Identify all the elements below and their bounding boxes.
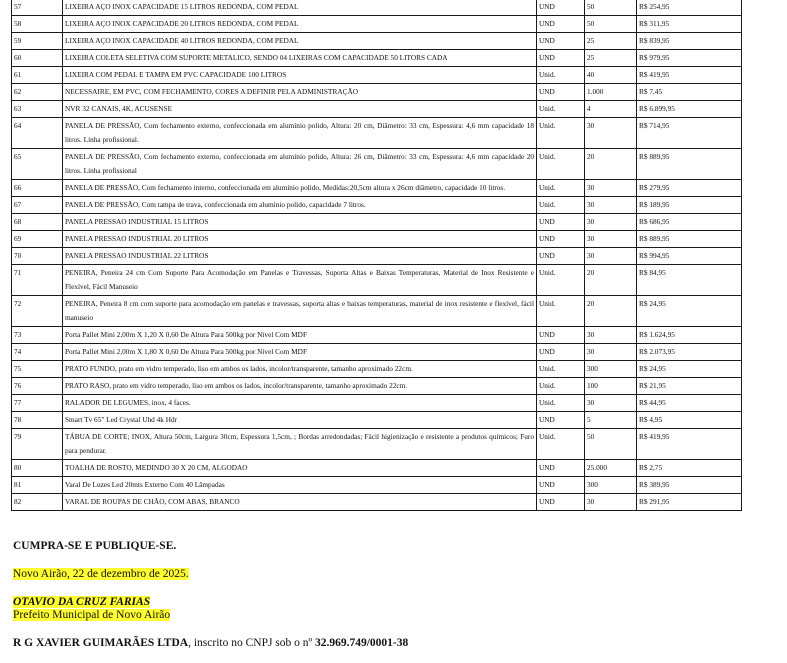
table-row	[12, 118, 742, 149]
item-number: 73	[12, 327, 63, 344]
item-quantity: 300	[585, 477, 637, 494]
item-quantity: 5	[585, 412, 637, 429]
table-row	[12, 494, 742, 511]
item-price: R$ 291,95	[637, 494, 742, 511]
item-quantity: 50	[585, 16, 637, 33]
item-description: RALADOR DE LEGUMES, inox, 4 faces.	[63, 395, 537, 412]
table-row	[12, 50, 742, 67]
item-quantity: 20	[585, 265, 637, 296]
item-description: TOALHA DE ROSTO, MEDINDO 30 X 20 CM, ALGODAO	[63, 460, 537, 477]
item-price: R$ 419,95	[637, 67, 742, 84]
item-price: R$ 24,95	[637, 361, 742, 378]
item-price: R$ 4,95	[637, 412, 742, 429]
item-quantity: 300	[585, 361, 637, 378]
item-number: 76	[12, 378, 63, 395]
item-quantity: 50	[585, 0, 637, 16]
item-quantity: 20	[585, 296, 637, 327]
item-number: 74	[12, 344, 63, 361]
item-number: 72	[12, 296, 63, 327]
item-number: 70	[12, 248, 63, 265]
table-row	[12, 412, 742, 429]
item-number: 80	[12, 460, 63, 477]
table-row	[12, 231, 742, 248]
item-quantity: 30	[585, 180, 637, 197]
company-cnpj: 32.969.749/0001-38	[314, 637, 409, 649]
table-row	[12, 395, 742, 412]
item-quantity: 100	[585, 378, 637, 395]
table-row	[12, 378, 742, 395]
items-table	[11, 0, 742, 511]
item-quantity: 25	[585, 50, 637, 67]
item-number: 59	[12, 33, 63, 50]
table-row	[12, 265, 742, 296]
item-price: R$ 889,95	[637, 149, 742, 180]
item-quantity: 40	[585, 67, 637, 84]
item-unit: Unid.	[537, 180, 585, 197]
item-price: R$ 254,95	[637, 0, 742, 16]
item-description: PRATO FUNDO, prato em vidro temperado, liso em ambos os lados, incolor/transparente, tamanho aproximado 22cm.	[63, 361, 537, 378]
company-name: R G XAVIER GUIMARÃES LTDA	[13, 637, 189, 649]
item-unit: Unid.	[537, 429, 585, 460]
table-row	[12, 361, 742, 378]
item-unit: Unid.	[537, 265, 585, 296]
table-row	[12, 101, 742, 118]
item-unit: UND	[537, 248, 585, 265]
item-unit: Unid.	[537, 296, 585, 327]
table-row	[12, 344, 742, 361]
item-number: 71	[12, 265, 63, 296]
item-description: PANELA PRESSAO INDUSTRIAL 20 LITROS	[63, 231, 537, 248]
table-row	[12, 429, 742, 460]
item-quantity: 50	[585, 429, 637, 460]
table-row	[12, 327, 742, 344]
item-unit: UND	[537, 327, 585, 344]
item-price: R$ 2,75	[637, 460, 742, 477]
item-quantity: 20	[585, 149, 637, 180]
item-price: R$ 311,95	[637, 16, 742, 33]
item-quantity: 30	[585, 494, 637, 511]
signer-name: OTAVIO DA CRUZ FARIAS	[13, 596, 151, 608]
item-unit: UND	[537, 460, 585, 477]
item-unit: Unid.	[537, 67, 585, 84]
item-price: R$ 6.899,95	[637, 101, 742, 118]
item-number: 60	[12, 50, 63, 67]
table-row	[12, 197, 742, 214]
item-price: R$ 44,95	[637, 395, 742, 412]
item-number: 63	[12, 101, 63, 118]
item-unit: UND	[537, 0, 585, 16]
item-quantity: 1.000	[585, 84, 637, 101]
item-quantity: 30	[585, 118, 637, 149]
item-description: LIXEIRA COM PEDAL E TAMPA EM PVC CAPACIDADE 100 LITROS	[63, 67, 537, 84]
item-price: R$ 686,95	[637, 214, 742, 231]
item-description: PANELA DE PRESSÃO, Com tampa de trava, confeccionada em alumínio polido, capacidade 7 litros.	[63, 197, 537, 214]
item-description: Smart Tv 65" Led Crystal Uhd 4k Hdr	[63, 412, 537, 429]
item-unit: Unid.	[537, 149, 585, 180]
item-number: 67	[12, 197, 63, 214]
table-row	[12, 477, 742, 494]
table-row	[12, 67, 742, 84]
table-row	[12, 180, 742, 197]
date-text: Novo Airão, 22 de dezembro de 2025.	[13, 568, 189, 580]
item-price: R$ 21,95	[637, 378, 742, 395]
item-price: R$ 1.624,95	[637, 327, 742, 344]
item-description: Porta Pallet Mini 2,00m X 1,20 X 0,60 De Altura Para 500kg por Nivel Com MDF	[63, 327, 537, 344]
item-description: Porta Pallet Mini 2,00m X 1,80 X 0,60 De Altura Para 500kg por Nivel Com MDF	[63, 344, 537, 361]
item-unit: Unid.	[537, 118, 585, 149]
item-quantity: 30	[585, 214, 637, 231]
item-unit: Unid.	[537, 378, 585, 395]
item-price: R$ 279,95	[637, 180, 742, 197]
item-quantity: 30	[585, 344, 637, 361]
table-row	[12, 214, 742, 231]
item-unit: Unid.	[537, 197, 585, 214]
item-number: 75	[12, 361, 63, 378]
item-number: 82	[12, 494, 63, 511]
item-unit: UND	[537, 412, 585, 429]
company-line	[13, 637, 408, 649]
item-price: R$ 419,95	[637, 429, 742, 460]
item-quantity: 30	[585, 231, 637, 248]
table-row	[12, 0, 742, 16]
table-row	[12, 149, 742, 180]
items-table-body	[12, 0, 742, 511]
item-description: PANELA DE PRESSÃO, Com fechamento externo, confeccionada em alumínio polido, Altura: 20 cm, Diâmetro: 33 cm, Espessura: 4,6 mm capacidade 18 litros. Linha profissional.	[63, 118, 537, 149]
item-unit: UND	[537, 494, 585, 511]
item-unit: Unid.	[537, 395, 585, 412]
item-number: 68	[12, 214, 63, 231]
item-description: Varal De Luzes Led 20mts Externo Com 40 Lâmpadas	[63, 477, 537, 494]
item-number: 64	[12, 118, 63, 149]
item-unit: UND	[537, 214, 585, 231]
item-unit: UND	[537, 231, 585, 248]
item-quantity: 4	[585, 101, 637, 118]
date-line	[13, 568, 189, 580]
item-unit: UND	[537, 344, 585, 361]
item-number: 65	[12, 149, 63, 180]
item-price: R$ 994,95	[637, 248, 742, 265]
item-price: R$ 979,95	[637, 50, 742, 67]
item-quantity: 30	[585, 327, 637, 344]
item-number: 81	[12, 477, 63, 494]
item-price: R$ 889,95	[637, 231, 742, 248]
item-price: R$ 2.073,95	[637, 344, 742, 361]
item-price: R$ 7,45	[637, 84, 742, 101]
item-quantity: 30	[585, 197, 637, 214]
item-unit: UND	[537, 84, 585, 101]
publish-heading: CUMPRA-SE E PUBLIQUE-SE.	[13, 540, 177, 552]
item-description: LIXEIRA AÇO INOX CAPACIDADE 40 LITROS REDONDA, COM PEDAL	[63, 33, 537, 50]
table-row	[12, 33, 742, 50]
signature-block	[13, 596, 170, 622]
item-quantity: 25.000	[585, 460, 637, 477]
item-number: 61	[12, 67, 63, 84]
company-text: , inscrito no CNPJ sob o nº	[188, 637, 315, 649]
item-unit: Unid.	[537, 361, 585, 378]
item-description: NVR 32 CANAIS, 4K, ACUSENSE	[63, 101, 537, 118]
item-number: 78	[12, 412, 63, 429]
item-description: PENEIRA, Peneira 24 cm Com Suporte Para Acomodação em Panelas e Travessas, Suporta Altas e Baixas Temperaturas, Material de Inox Resistente e Flexível, Fácil Manuseio	[63, 265, 537, 296]
item-number: 58	[12, 16, 63, 33]
item-description: PANELA DE PRESSÃO, Com fechamento interno, confeccionada em alumínio polido, Medidas:20,5cm altura x 26cm diâmetro, capacidade 10 litros.	[63, 180, 537, 197]
item-description: PANELA DE PRESSÃO, Com fechamento externo, confeccionada em alumínio polido, Altura: 26 cm, Diâmetro: 33 cm, Espessura: 4,6 mm capacidade 20 litros. Linha profissional	[63, 149, 537, 180]
table-row	[12, 460, 742, 477]
item-price: R$ 189,95	[637, 197, 742, 214]
item-description: PENEIRA, Peneira 8 cm com suporte para acomodação em panelas e travessas, suporta altas e baixas temperaturas, material de inox resistente e flexível, fácil manuseio	[63, 296, 537, 327]
item-description: PRATO RASO, prato em vidro temperado, liso em ambos os lados, incolor/transparente, tamanho aproximado 22cm.	[63, 378, 537, 395]
item-description: NECESSAIRE, EM PVC, COM FECHAMENTO, CORES A DEFINIR PELA ADMINISTRAÇÃO	[63, 84, 537, 101]
item-number: 57	[12, 0, 63, 16]
item-unit: UND	[537, 50, 585, 67]
item-quantity: 30	[585, 248, 637, 265]
item-number: 79	[12, 429, 63, 460]
item-description: LIXEIRA AÇO INOX CAPACIDADE 20 LITROS REDONDA, COM PEDAL	[63, 16, 537, 33]
item-description: LIXEIRA COLETA SELETIVA COM SUPORTE METALICO, SENDO 04 LIXEIRAS COM CAPACIDADE 50 LITORS CADA	[63, 50, 537, 67]
item-quantity: 25	[585, 33, 637, 50]
table-row	[12, 16, 742, 33]
item-price: R$ 389,95	[637, 477, 742, 494]
item-price: R$ 839,95	[637, 33, 742, 50]
item-description: PANELA PRESSAO INDUSTRIAL 15 LITROS	[63, 214, 537, 231]
item-description: TÁBUA DE CORTE; INOX, Altura 50cm, Largura 30cm, Espessura 1,5cm, ; Bordas arredondadas; Fácil higienização e resistente a produtos químicos; Furo para pendurar.	[63, 429, 537, 460]
item-price: R$ 24,95	[637, 296, 742, 327]
item-description: PANELA PRESSAO INDUSTRIAL 22 LITROS	[63, 248, 537, 265]
item-number: 77	[12, 395, 63, 412]
item-number: 62	[12, 84, 63, 101]
table-row	[12, 248, 742, 265]
table-row	[12, 84, 742, 101]
item-price: R$ 84,95	[637, 265, 742, 296]
item-unit: Unid.	[537, 101, 585, 118]
item-unit: UND	[537, 33, 585, 50]
table-row	[12, 296, 742, 327]
item-unit: UND	[537, 477, 585, 494]
item-price: R$ 714,95	[637, 118, 742, 149]
item-description: LIXEIRA AÇO INOX CAPACIDADE 15 LITROS REDONDA, COM PEDAL	[63, 0, 537, 16]
signer-title: Prefeito Municipal de Novo Airão	[13, 609, 171, 621]
item-number: 66	[12, 180, 63, 197]
item-number: 69	[12, 231, 63, 248]
item-unit: UND	[537, 16, 585, 33]
item-quantity: 30	[585, 395, 637, 412]
item-description: VARAL DE ROUPAS DE CHÃO, COM ABAS, BRANCO	[63, 494, 537, 511]
